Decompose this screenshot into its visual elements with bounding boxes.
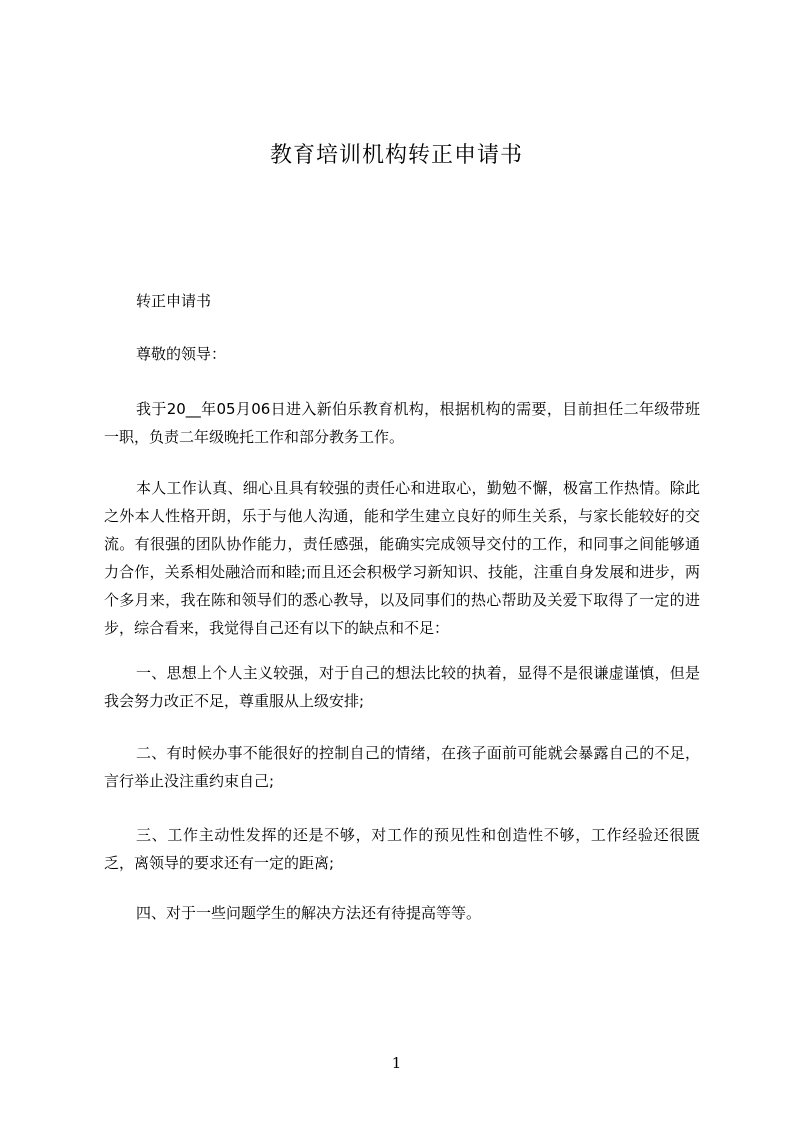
page-title: 教育培训机构转正申请书 [269,143,523,168]
salutation: 尊敬的领导： [136,345,227,363]
paragraph-intro: 我于20__年05月06日进入新伯乐教育机构，根据机构的需要，目前担任二年级带班一职，负责二年级晚托工作和部分教务工作。 [104,400,700,446]
paragraph-shortcoming-3: 三、工作主动性发挥的还是不够，对工作的预见性和创造性不够，工作经验还很匮乏，离领导的要求还有一定的距离; [104,826,700,872]
subtitle: 转正申请书 [136,292,212,310]
paragraph-shortcoming-1: 一、思想上个人主义较强，对于自己的想法比较的执着，显得不是很谦虚谨慎，但是我会努力改正不足，尊重服从上级安排; [104,664,700,710]
paragraph-shortcoming-2: 二、有时候办事不能很好的控制自己的情绪，在孩子面前可能就会暴露自己的不足，言行举止没注重约束自己; [104,744,700,790]
page-number: 1 [391,1054,402,1072]
paragraph-self-evaluation: 本人工作认真、细心且具有较强的责任心和进取心，勤勉不懈，极富工作热情。除此之外本人性格开朗，乐于与他人沟通，能和学生建立良好的师生关系，与家长能较好的交流。有很强的团队协作能力，责任感强，能确实完成领导交付的工作，和同事之间能够通力合作，关系相处融洽而和睦;而且还会积极学习新知识、技能，注重自身发展和进步，两个多月来，我在陈和领导们的悉心教导，以及同事们的热心帮助及关爱下取得了一定的进步，综合看来，我觉得自己还有以下的缺点和不足： [104,479,700,637]
paragraph-shortcoming-4: 四、对于一些问题学生的解决方法还有待提高等等。 [136,904,482,922]
